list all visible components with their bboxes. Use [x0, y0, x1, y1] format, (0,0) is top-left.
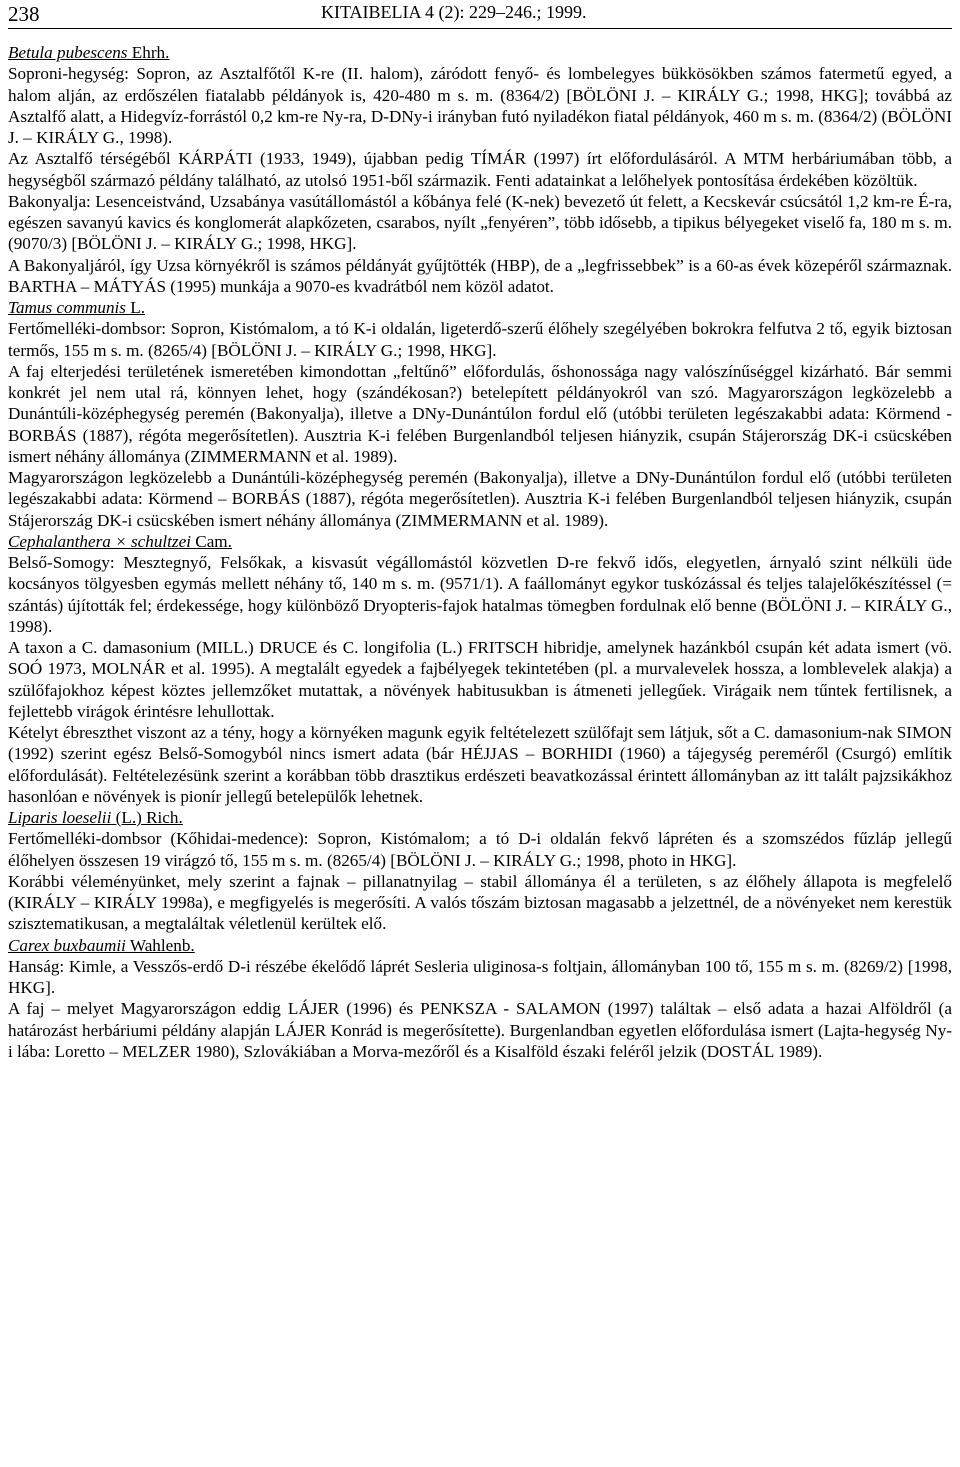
species-section-cephalanthera — [8, 531, 952, 807]
taxon-author: Cam. — [195, 531, 232, 551]
paragraph: Az Asztalfő térségéből KÁRPÁTI (1933, 1949), újabban pedig TÍMÁR (1997) írt előfordulásáról. A MTM herbáriumában több, a hegységből származó példány található, az utolsó 1951-ből származik. Fenti adatainkat a lelőhelyek pontosítása érdekében közöltük. — [8, 149, 952, 190]
paragraph: A faj elterjedési területének ismeretében kimondottan „feltűnő” előfordulás, őshonossága nagy valószínűséggel kizárható. Bár semmi konkrét jel nem utal rá, könnyen lehet, hogy (szándékosan?) betelepített példányokról van szó. Magyarországon legközelebb a Dunántúli-középhegység peremén (Bakonyalja), illetve a DNy-Dunántúlon fordul elő (utóbbi területen legészakabbi adata: Körmend - BORBÁS (1887), régóta megerősítetlen). Ausztria K-i felében Burgenlandból teljesen hiányzik, csupán Stájerország DK-i csücskében ismert néhány állománya (ZIMMERMANN et al. 1989). — [8, 361, 952, 466]
article-body — [8, 42, 952, 1062]
journal-citation: KITAIBELIA 4 (2): 229–246.; 1999. — [321, 2, 587, 22]
paragraph: Bakonyalja: Lesenceistvánd, Uzsabánya vasútállomástól a kőbánya felé (K-nek) bevezető út felett, a Kecskevár csúcsától 1,2 km-re É-ra, egészen savanyú kavics és konglomerát alapkőzeten, csarabos, nyílt „fenyéren”, több idősebb, a tipikus bélyegeket viselő fa, 180 m s. m. (9070/3) [BÖLÖNI J. – KIRÁLY G.; 1998, HKG]. — [8, 191, 952, 254]
taxon-name: Tamus communis — [8, 298, 126, 317]
paragraph: Magyarországon legközelebb a Dunántúli-középhegység peremén (Bakonyalja), illetve a DNy-Dunántúlon fordul elő (utóbbi területen legészakabbi adata: Körmend – BORBÁS (1887), régóta megerősítetlen). Ausztria K-i felében Burgenlandból teljesen hiányzik, csupán Stájerország DK-i csücskében ismert néhány állománya (ZIMMERMANN et al. 1989). — [8, 468, 952, 530]
species-section-liparis — [8, 807, 952, 935]
paragraph: A taxon a C. damasonium (MILL.) DRUCE és C. longifolia (L.) FRITSCH hibridje, amelynek hazánkból csupán két adata ismert (vö. SOÓ 1973, MOLNÁR et al. 1995). A megtalált egyedek a fajbélyegek tekintetében (pl. a murvalevelek hossza, a lomblevelek alakja) a szülőfajokhoz képest köztes jellemzőket mutattak, a növények habitusukban is átmeneti jellegűek. Virágaik nem tűntek fertilisnek, a fejlettebb virágok érintésre lehullottak. — [8, 638, 952, 721]
paragraph: Hanság: Kimle, a Vesszős-erdő D-i részébe ékelődő láprét Sesleria uliginosa-s foltjain, állományban 100 tő, 155 m s. m. (8269/2) [1998, HKG]. — [8, 956, 952, 997]
taxon-author: (L.) Rich. — [115, 808, 183, 827]
taxon-author: L. — [130, 298, 146, 317]
taxon-author: Wahlenb. — [129, 935, 195, 955]
paragraph: Belső-Somogy: Mesztegnyő, Felsőkak, a kisvasút végállomástól közvetlen D-re fekvő idős, elegyetlen, árnyaló szint nélküli üde kocsányos tölgyesben egymás mellett néhány tő, 140 m s. m. (9571/1). A faállományt egykor tuskózással és teljes talajelőkészítéssel (= szántás) újították fel; érdekessége, hogy különböző Dryopteris-fajok hatalmas tömegben fordulnak elő benne (BÖLÖNI J. – KIRÁLY G., 1998). — [8, 553, 952, 636]
header-rule — [8, 28, 952, 29]
taxon-name: Liparis loeselii — [8, 808, 112, 827]
paragraph: Fertőmelléki-dombsor: Sopron, Kistómalom, a tó K-i oldalán, ligeterdő-szerű élőhely szegélyében bokrokra felfutva 2 tő, egyik biztosan termős, 155 m s. m. (8265/4) [BÖLÖNI J. – KIRÁLY G.; 1998, HKG]. — [8, 319, 952, 360]
taxon-heading — [8, 935, 952, 956]
page-number: 238 — [8, 2, 40, 26]
taxon-author: Ehrh. — [131, 43, 170, 62]
paragraph: A Bakonyaljáról, így Uzsa környékről is számos példányát gyűjtötték (HBP), de a „legfrissebbek” is a 60-as évek közepéről származnak. BARTHA – MÁTYÁS (1995) munkája a 9070-es kvadrátból nem közöl adatot. — [8, 255, 952, 296]
taxon-heading — [8, 297, 952, 318]
paragraph: Kételyt ébreszthet viszont az a tény, hogy a környéken magunk egyik feltételezett szülőfajt sem látjuk, sőt a C. damasonium-nak SIMON (1992) szerint egész Belső-Somogyból nincs ismert adata (bár HÉJJAS – BORHIDI (1960) a tájegység pereméről (Csurgó) említik előfordulását). Feltételezésünk szerint a korábban több drasztikus erdészeti beavatkozással érintett állományban az itt talált pajzsikákhoz hasonlóan e növények is pionír jellegű betelepülők lehetnek. — [8, 723, 952, 806]
taxon-name: Carex buxbaumii — [8, 935, 126, 955]
paragraph: A faj – melyet Magyarországon eddig LÁJER (1996) és PENKSZA - SALAMON (1997) találtak – első adata a hazai Alföldről (a határozást herbáriumi példány alapján LÁJER Konrád is megerősítette). Burgenlandban egyetlen előfordulása ismert (Lajta-hegység Ny-i lába: Loretto – MELZER 1980), Szlovákiában a Morva-mezőről és a Kisalföld északi feléről jelzik (DOSTÁL 1989). — [8, 999, 952, 1061]
paragraph: Soproni-hegység: Sopron, az Asztalfőtől K-re (II. halom), záródott fenyő- és lombelegyes bükkösökben számos fatermetű egyed, a halom alján, az erdőszélen fiatalabb példányok is, 420-480 m s. m. (8364/2) [BÖLÖNI J. – KIRÁLY G.; 1998, HKG]; továbbá az Asztalfő alatt, a Hidegvíz-forrástól 0,2 km-re Ny-ra, D-DNy-i irányban futó nyiladékon fiatal példányok, 460 m s. m. (8364/2) (BÖLÖNI J. – KIRÁLY G., 1998). — [8, 64, 952, 147]
species-section-tamus — [8, 297, 952, 531]
taxon-name: Betula pubescens — [8, 43, 128, 62]
taxon-name: Cephalanthera × schultzei — [8, 531, 191, 551]
taxon-heading — [8, 807, 952, 828]
paragraph: Fertőmelléki-dombsor (Kőhidai-medence): Sopron, Kistómalom; a tó D-i oldalán fekvő lápréten és a szomszédos fűzláp jellegű élőhelyen összesen 19 virágzó tő, 155 m s. m. (8265/4) [BÖLÖNI J. – KIRÁLY G.; 1998, photo in HKG]. — [8, 829, 952, 870]
taxon-heading — [8, 531, 952, 552]
running-header — [8, 0, 952, 30]
paragraph: Korábbi véleményünket, mely szerint a fajnak – pillanatnyilag – stabil állománya él a területen, s az élőhely állapota is megfelelő (KIRÁLY – KIRÁLY 1998a), e megfigyelés is megerősíti. A valós tőszám biztosan magasabb a jelzettnél, de a növényeket nem kerestük szisztematikusan, a megtaláltak véletlenül kerültek elő. — [8, 871, 952, 934]
species-section-betula — [8, 42, 952, 297]
species-section-carex — [8, 935, 952, 1063]
taxon-heading — [8, 42, 952, 63]
